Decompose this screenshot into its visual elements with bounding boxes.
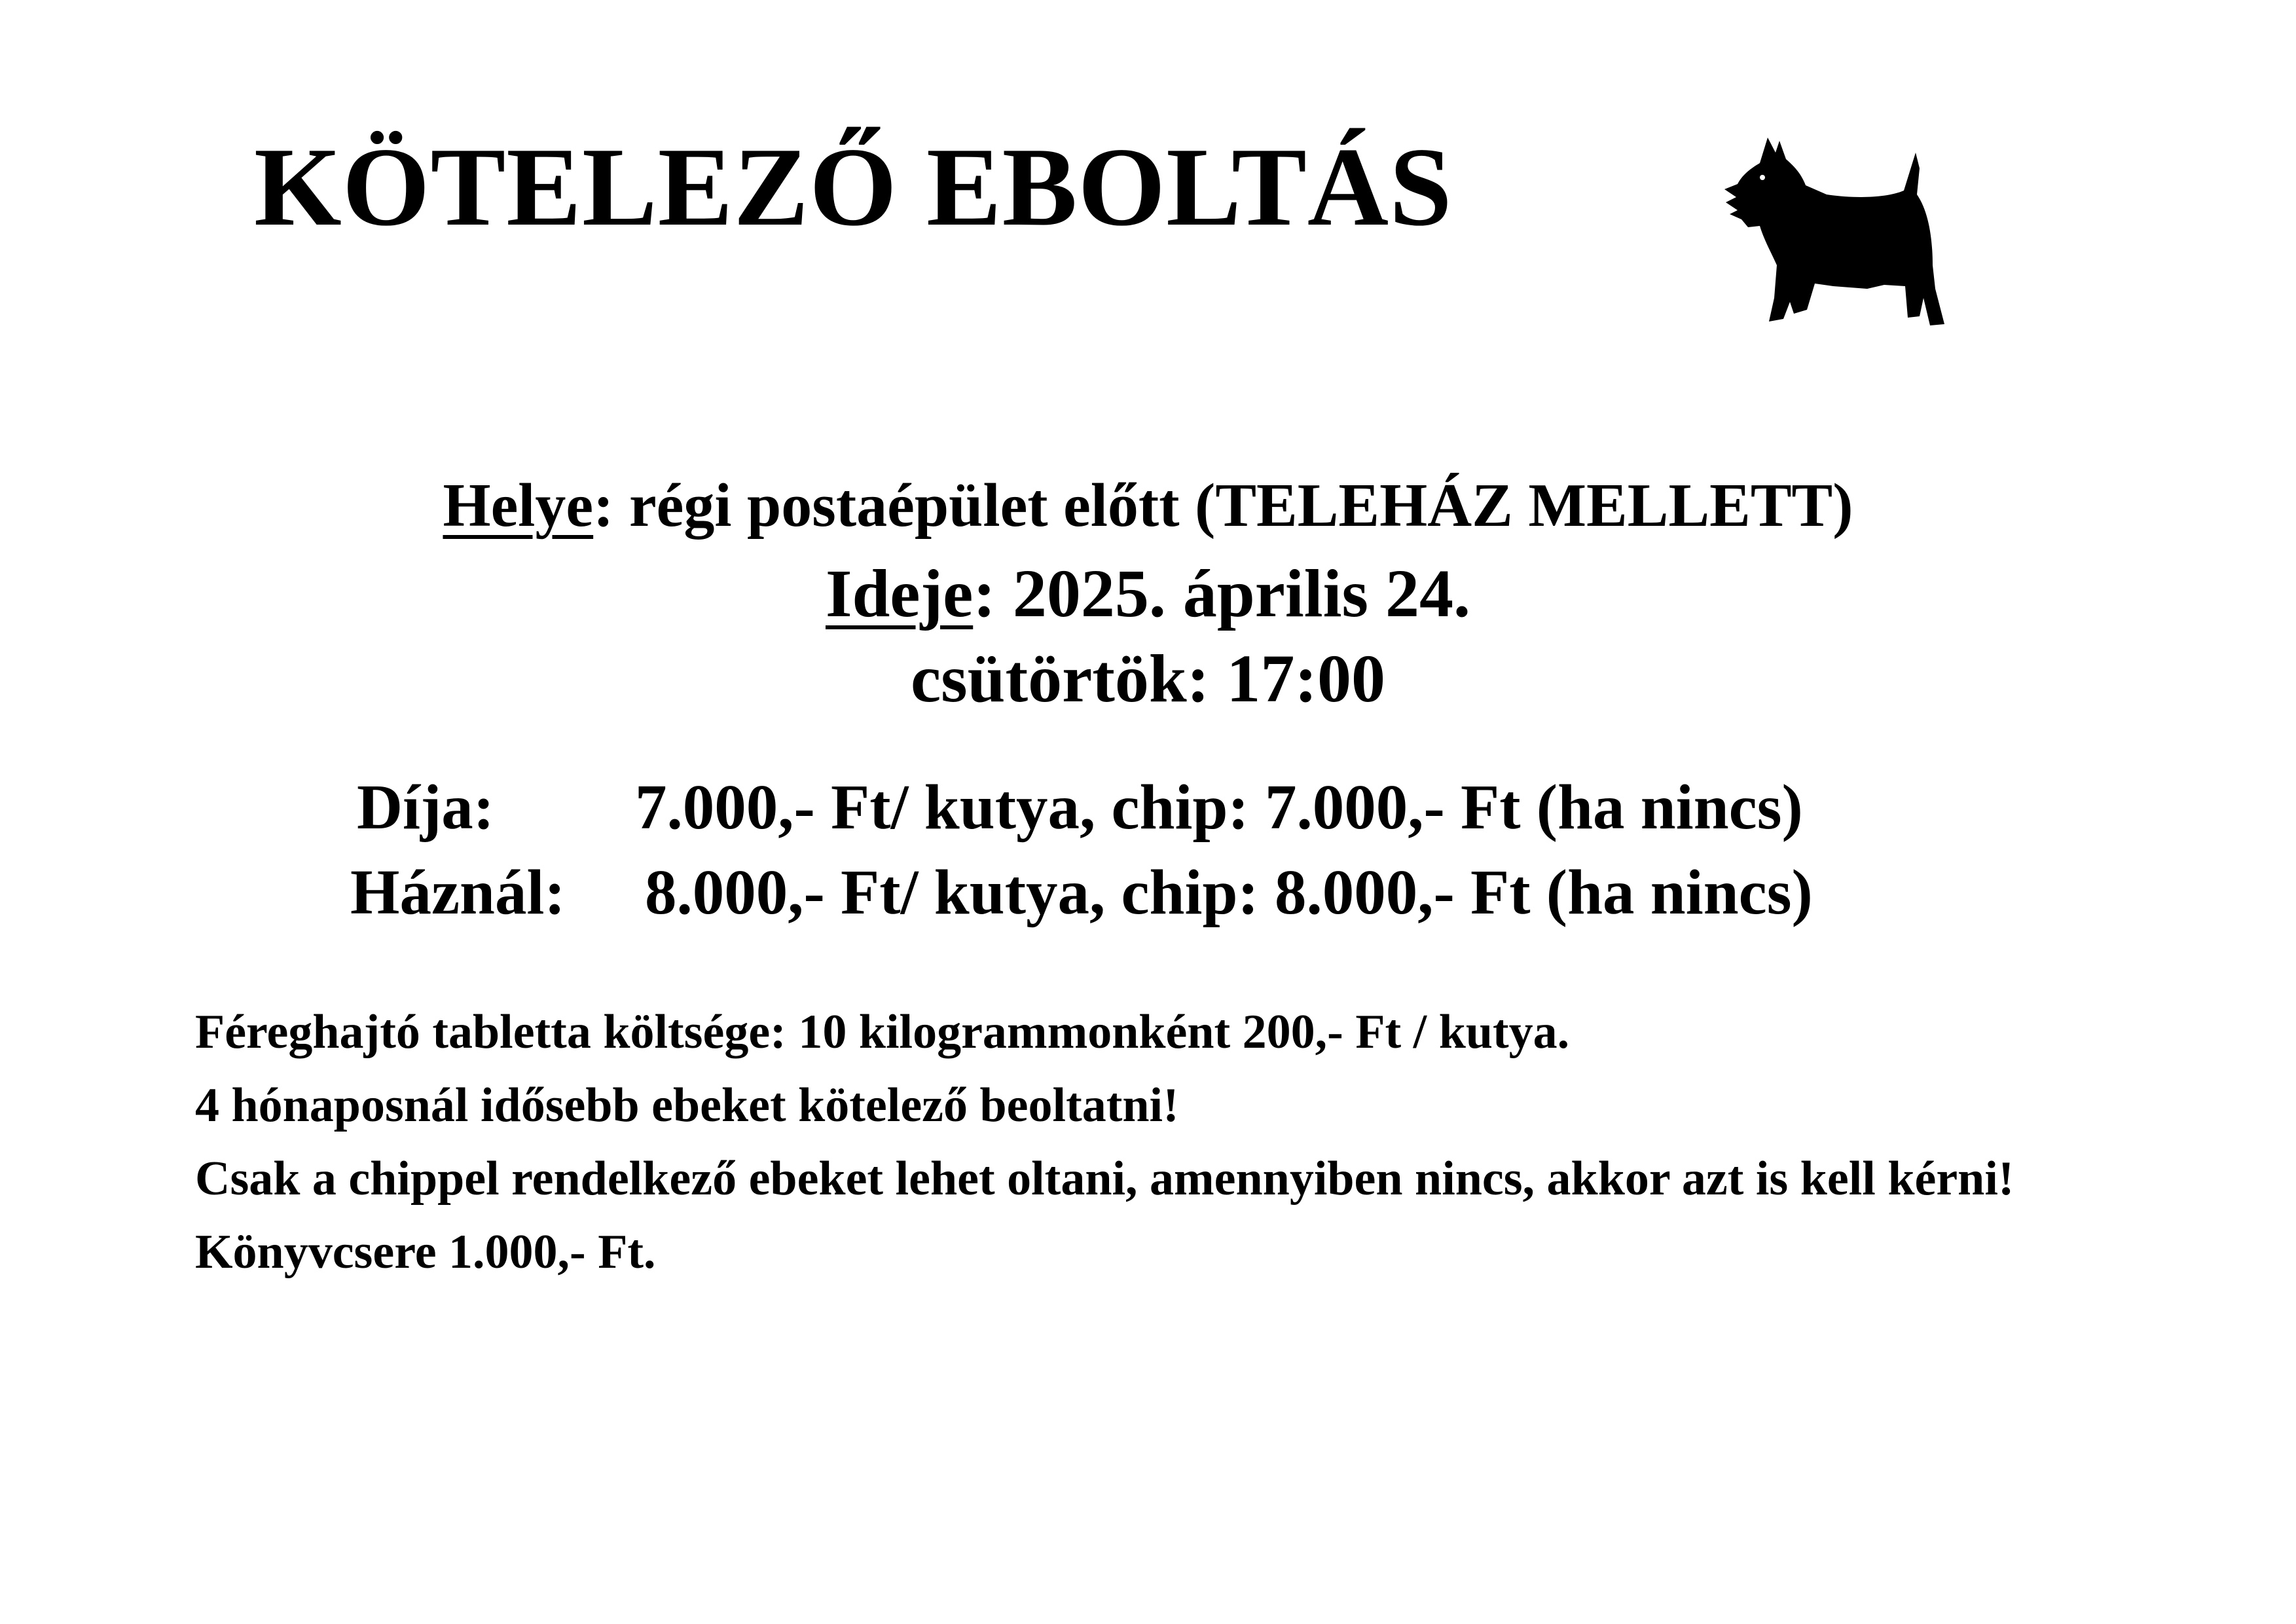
location-line	[0, 471, 2296, 540]
dog-icon	[1722, 134, 1944, 331]
note-chip-requirement: Csak a chippel rendelkező ebeket lehet oltani, amennyiben nincs, akkor azt is kell kérni!	[195, 1152, 2014, 1206]
note-age-requirement: 4 hónaposnál idősebb ebeket kötelező beoltatni!	[195, 1079, 1179, 1132]
time-line: csütörtök: 17:00	[910, 641, 1385, 716]
note-book-exchange: Könyvcsere 1.000,- Ft.	[195, 1225, 656, 1279]
location-label: Helye	[443, 471, 594, 540]
date-separator: :	[973, 556, 1013, 631]
notes-block	[195, 995, 2105, 1289]
note-deworming: Féreghajtó tabletta költsége: 10 kilogrammonként 200,- Ft / kutya.	[195, 1005, 1570, 1059]
date-label: Ideje	[825, 556, 974, 631]
price-value-onsite: 7.000,- Ft/ kutya, chip: 7.000,- Ft (ha nincs)	[635, 772, 1803, 842]
price-label-home: Háznál:	[350, 857, 566, 927]
date-line	[0, 556, 2296, 631]
location-value: régi postaépület előtt (TELEHÁZ MELLETT)	[629, 471, 1853, 540]
price-value-home: 8.000,- Ft/ kutya, chip: 8.000,- Ft (ha nincs)	[645, 857, 1813, 927]
price-label-onsite: Díja:	[357, 772, 495, 842]
location-separator: :	[593, 471, 629, 540]
notice-title: KÖTELEZŐ EBOLTÁS	[254, 125, 1453, 249]
date-value: 2025. április 24.	[1012, 556, 1471, 631]
